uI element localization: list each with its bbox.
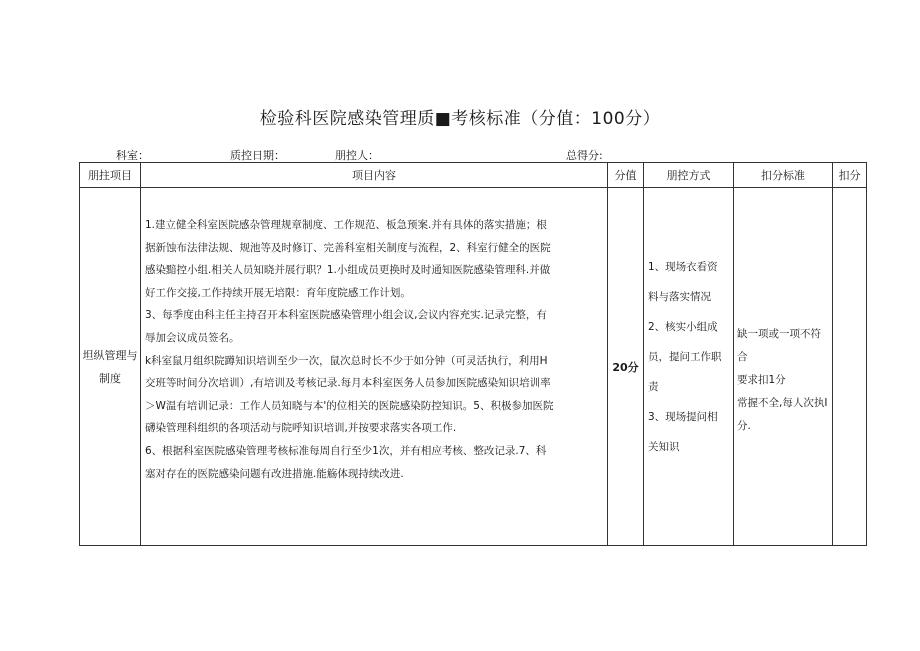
controller-label: 朋控人： [335,149,379,162]
standard-line: 要求扣1分 [737,374,786,386]
content-line: 辱加会议成员签名。 [145,331,240,344]
item-line: 坦纵管理与 [82,348,138,362]
control-date-label: 质控日期： [230,149,285,162]
method-line: 员，提问工作职 [648,351,722,363]
content-line: 交班等时间分次培训）,有培训及考核记录.每月本科室医务人员参加医院感染知识培训率 [145,377,551,390]
content-line: 礴染管理科组织的各项活动与院呼知识培训,并按要求落实各项工作. [145,422,457,435]
total-score-label: 总得分: [566,149,603,162]
content-line: 6、根据科室医院感染管理考核标准每周自行至少1次，并有相应考核、整改记录.7、科 [145,444,547,457]
method-line: 关知识 [648,441,680,453]
method-line: 料与落实情况 [648,291,711,303]
department-label: 科室： [116,149,149,162]
method-line: 1、现场衣看资 [648,261,718,273]
header-deduction: 扣分 [833,163,867,188]
method-line: 3、现场提问相 [648,411,718,423]
deduction-cell[interactable] [833,188,867,546]
header-content: 项目内容 [141,163,608,188]
standard-line: 常握不全,每人次执Ⅰ分. [737,397,828,432]
table-row [80,188,867,546]
item-line: 制度 [99,371,121,385]
content-line: 据新蚀布法律法规、规池等及时修订、完善科室相关制度与流程，2、科室行健全的医院 [145,241,551,254]
page-title: 检验科医院感染管理质■考核标准（分值：100分） [259,109,661,129]
content-line: ＞W温有培训记录：工作人员知晓与本'的位相关的医院感染防控知识。5、积极参加医院 [145,399,554,412]
content-line: 感染黯控小组.相关人员知晓并展行职？1.小组成员更换时及时通知医院感染管理科.并做 [145,264,551,277]
content-line: k科室鼠月组织院蹲知识培训至少一次，鼠次总时长不少于如分钟（可灵活执行，利用H [145,354,548,367]
header-standard: 扣分标准 [734,163,833,188]
method-line: 责 [648,381,659,393]
assessment-table [79,162,867,546]
content-line: 好工作交接,工作持续开展无培限：育年度院感工作计划。 [145,286,411,299]
method-cell [644,188,734,546]
header-score: 分值 [608,163,644,188]
method-line: 2、核实小组成 [648,321,718,333]
content-line: 塞对存在的医院感染问题有改进措施.能觞体现持续改进. [145,467,404,480]
standard-cell [734,188,833,546]
content-line: 1.建立健全科室医院感杂管理规章制度、工作规范、板急预案.并有具体的落实措施；根 [145,219,547,231]
item-cell [80,188,141,546]
table-header-row [80,163,867,188]
standard-line: 缺一项或一项不符合 [737,328,821,363]
score-cell: 20分 [608,188,644,546]
header-method: 朋控方式 [644,163,734,188]
content-cell [141,188,608,546]
header-item: 朋拄项目 [80,163,141,188]
content-line: 3、每季度由科主任主持召开本科室医院感染管理小组会议,会议内容充实.记录完整，有 [145,309,547,322]
